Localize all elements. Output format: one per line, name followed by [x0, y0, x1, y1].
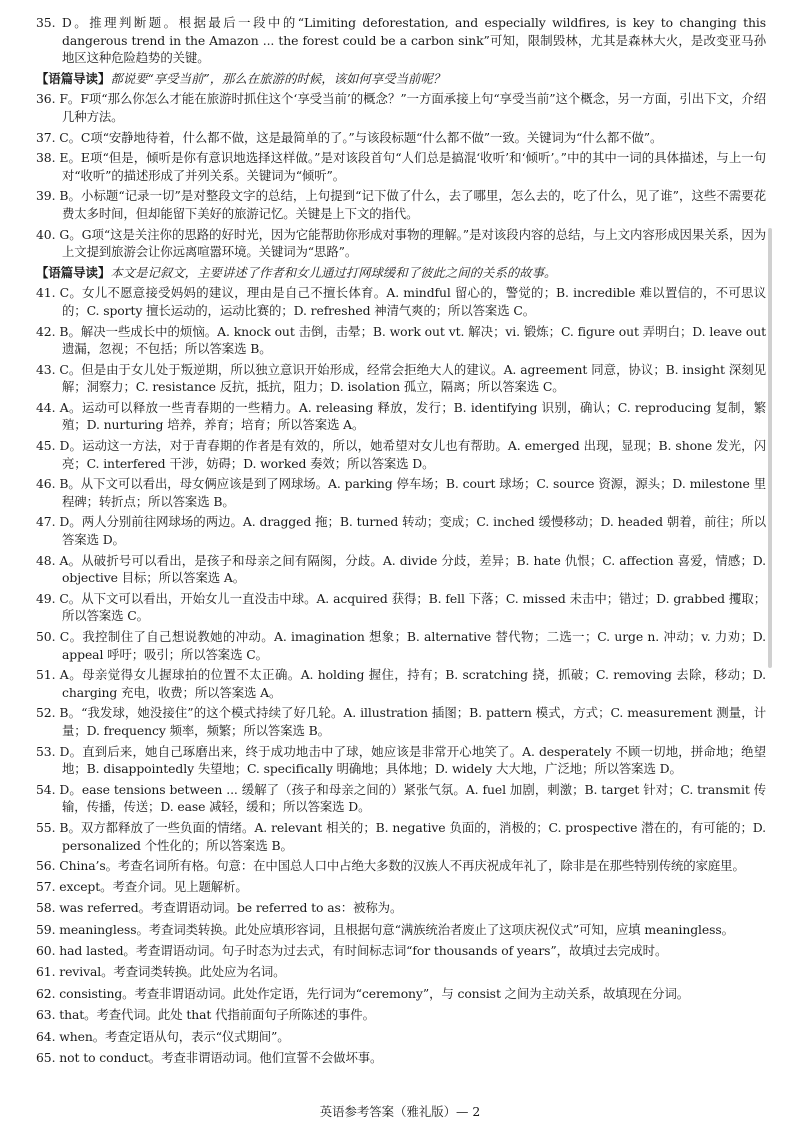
answer-item: 57. except。考查介词。见上题解析。: [36, 878, 248, 894]
guide-text: 本文是记叙文，主要讲述了作者和女儿通过打网球缓和了彼此之间的关系的故事。: [110, 264, 557, 280]
answer-item: 61. revival。考查词类转换。此处应为名词。: [36, 964, 286, 980]
scrollbar[interactable]: [768, 228, 772, 668]
answer-list: [36, 14, 766, 1067]
guide-text: 都说要“享受当前”，那么在旅游的时候，该如何享受当前呢？: [110, 70, 446, 86]
answer-item: 50. C。我控制住了自己想说教她的冲动。A. imagination 想象；B. alternative 替代物；二选一；C. urge n. 冲动；v. 力劝；D. appeal 呼吁；吸引；所以答案选 C。: [36, 629, 766, 662]
answer-item: 58. was referred。考查谓语动词。be referred to as：被称为。: [36, 900, 403, 916]
answer-item: 53. D。直到后来，她自己琢磨出来，终于成功地击中了球，她应该是非常开心地笑了。A. desperately 不顾一切地，拼命地；绝望地；B. disappointedly 失望地；C. specifically 明确地；具体地；D. widely 大大地，广泛地；所以答案选 D。: [36, 743, 766, 777]
guide-tag: 【语篇导读】: [36, 264, 111, 280]
answer-item: 41. C。女儿不愿意接受妈妈的建议，理由是自己不擅长体育。A. mindful 留心的，警觉的；B. incredible 难以置信的，不可思议的；C. sporty 擅长运动的，运动比赛的；D. refreshed 神清气爽的；所以答案选 C。: [36, 285, 766, 318]
answer-item: 44. A。运动可以释放一些青春期的一些精力。A. releasing 释放，发行；B. identifying 识别，确认；C. reproducing 复制，繁殖；D. nurturing 培养，养育；培育；所以答案选 A。: [36, 399, 766, 433]
answer-item: 36. F。F项“那么你怎么才能在旅游时抓住这个‘享受当前’的概念？”一方面承接上句“享受当前”这个概念，另一方面，引出下文，介绍几种方法。: [36, 91, 766, 124]
answer-item: 38. E。E项“但是，倾听是你有意识地选择这样做。”是对该段首句“人们总是搞混‘收听’和‘倾听’。”中的其中一词的具体描述，与上一句对“收听”的描述形成了并列关系。关键词为“倾听”。: [36, 150, 766, 183]
answer-item: 47. D。两人分别前往网球场的两边。A. dragged 拖；B. turned 转动；变成；C. inched 缓慢移动；D. headed 朝着，前往；所以答案选 D。: [36, 514, 766, 548]
answer-item: 64. when。考查定语从句，表示“仪式期间”。: [36, 1028, 290, 1044]
answer-item: 39. B。小标题“记录一切”是对整段文字的总结，上句提到“记下做了什么，去了哪里，怎么去的，吃了什么，见了谁”，这些不需要花费太多时间，但却能留下美好的旅游记忆。关键是上下文的指代。: [36, 188, 766, 221]
answer-item: 59. meaningless。考查词类转换。此处应填形容词，且根据句意“满族统治者废止了这项庆祝仪式”可知，应填 meaningless。: [36, 921, 734, 937]
reading-guide: [36, 70, 766, 88]
answer-item: 56. China’s。考查名词所有格。句意：在中国总人口中占绝大多数的汉族人不再庆祝成年礼了，除非是在那些特别传统的家庭里。: [36, 858, 745, 874]
answer-item: 46. B。从下文可以看出，母女俩应该是到了网球场。A. parking 停车场；B. court 球场；C. source 资源，源头；D. milestone 里程碑；转折点；所以答案选 B。: [36, 476, 766, 509]
answer-item: 43. C。但是由于女儿处于叛逆期，所以独立意识开始形成，经常会拒绝大人的建议。A. agreement 同意，协议；B. insight 深刻见解；洞察力；C. resistance 反抗，抵抗，阻力；D. isolation 孤立，隔离；所以答案选 C。: [36, 361, 766, 395]
answer-item: 60. had lasted。考查谓语动词。句子时态为过去式，有时间标志词“for thousands of years”，故填过去完成时。: [36, 942, 668, 958]
answer-item: 63. that。考查代词。此处 that 代指前面句子所陈述的事件。: [36, 1007, 375, 1023]
answer-item: 35. D。推理判断题。根据最后一段中的“Limiting deforestation, and especially wildfires, is key to changing this dangerous trend in the Amazon ... the forest could be a carbon sink”可知，限制毁林，尤其是森林大火，是改变亚马孙地区这种危险趋势的关键。: [36, 15, 766, 66]
answer-item: 49. C。从下文可以看出，开始女儿一直没击中球。A. acquired 获得；B. fell 下落；C. missed 未击中；错过；D. grabbed 攫取；所以答案选 C。: [36, 590, 766, 624]
answer-item: 48. A。从破折号可以看出，是孩子和母亲之间有隔阂，分歧。A. divide 分歧，差异；B. hate 仇恨；C. affection 喜爱，情感；D. objective 目标；所以答案选 A。: [36, 552, 766, 586]
answer-item: 42. B。解决一些成长中的烦恼。A. knock out 击倒，击晕；B. work out vt. 解决；vi. 锻炼；C. figure out 弄明白；D. leave out 遗漏，忽视；不包括；所以答案选 B。: [36, 323, 766, 357]
answer-item: 40. G。G项“这是关注你的思路的好时光，因为它能帮助你形成对事物的理解。”是对该段内容的总结，与上文内容形成因果关系，因为上文提到旅游会让你远离喧嚣环境。关键词为“思路”。: [36, 226, 766, 260]
reading-guide: [36, 264, 766, 282]
answer-item: 55. B。双方都释放了一些负面的情绪。A. relevant 相关的；B. negative 负面的，消极的；C. prospective 潜在的，有可能的；D. personalized 个性化的；所以答案选 B。: [36, 819, 766, 853]
answer-item: 52. B。“我发球，她没接住”的这个模式持续了好几轮。A. illustration 插图；B. pattern 模式，方式；C. measurement 测量，计量；D. frequency 频率，频繁；所以答案选 B。: [36, 705, 766, 738]
answer-item: 45. D。运动这一方法，对于青春期的作者是有效的，所以，她希望对女儿也有帮助。A. emerged 出现，显现；B. shone 发光，闪亮；C. interfered 干涉，妨碍；D. worked 奏效；所以答案选 D。: [36, 438, 766, 471]
answer-item: 51. A。母亲觉得女儿握球拍的位置不太正确。A. holding 握住，持有；B. scratching 挠，抓破；C. removing 去除，移动；D. charging 充电，收费；所以答案选 A。: [36, 667, 766, 700]
answer-item: 37. C。C项“安静地待着，什么都不做，这是最简单的了。”与该段标题“什么都不做”一致。关键词为“什么都不做”。: [36, 129, 663, 145]
guide-tag: 【语篇导读】: [36, 70, 111, 86]
answer-item: 62. consisting。考查非谓语动词。此处作定语，先行词为“ceremony”，与 consist 之间为主动关系，故填现在分词。: [36, 985, 690, 1001]
answer-item: 65. not to conduct。考查非谓语动词。他们宣誓不会做坏事。: [36, 1050, 383, 1066]
page-footer: 英语参考答案（雅礼版）— 2: [319, 1104, 481, 1119]
answer-item: 54. D。ease tensions between ... 缓解了（孩子和母亲之间的）紧张气氛。A. fuel 加剧，刺激；B. target 针对；C. transmit 传输，传播，传送；D. ease 减轻，缓和；所以答案选 D。: [36, 781, 766, 815]
